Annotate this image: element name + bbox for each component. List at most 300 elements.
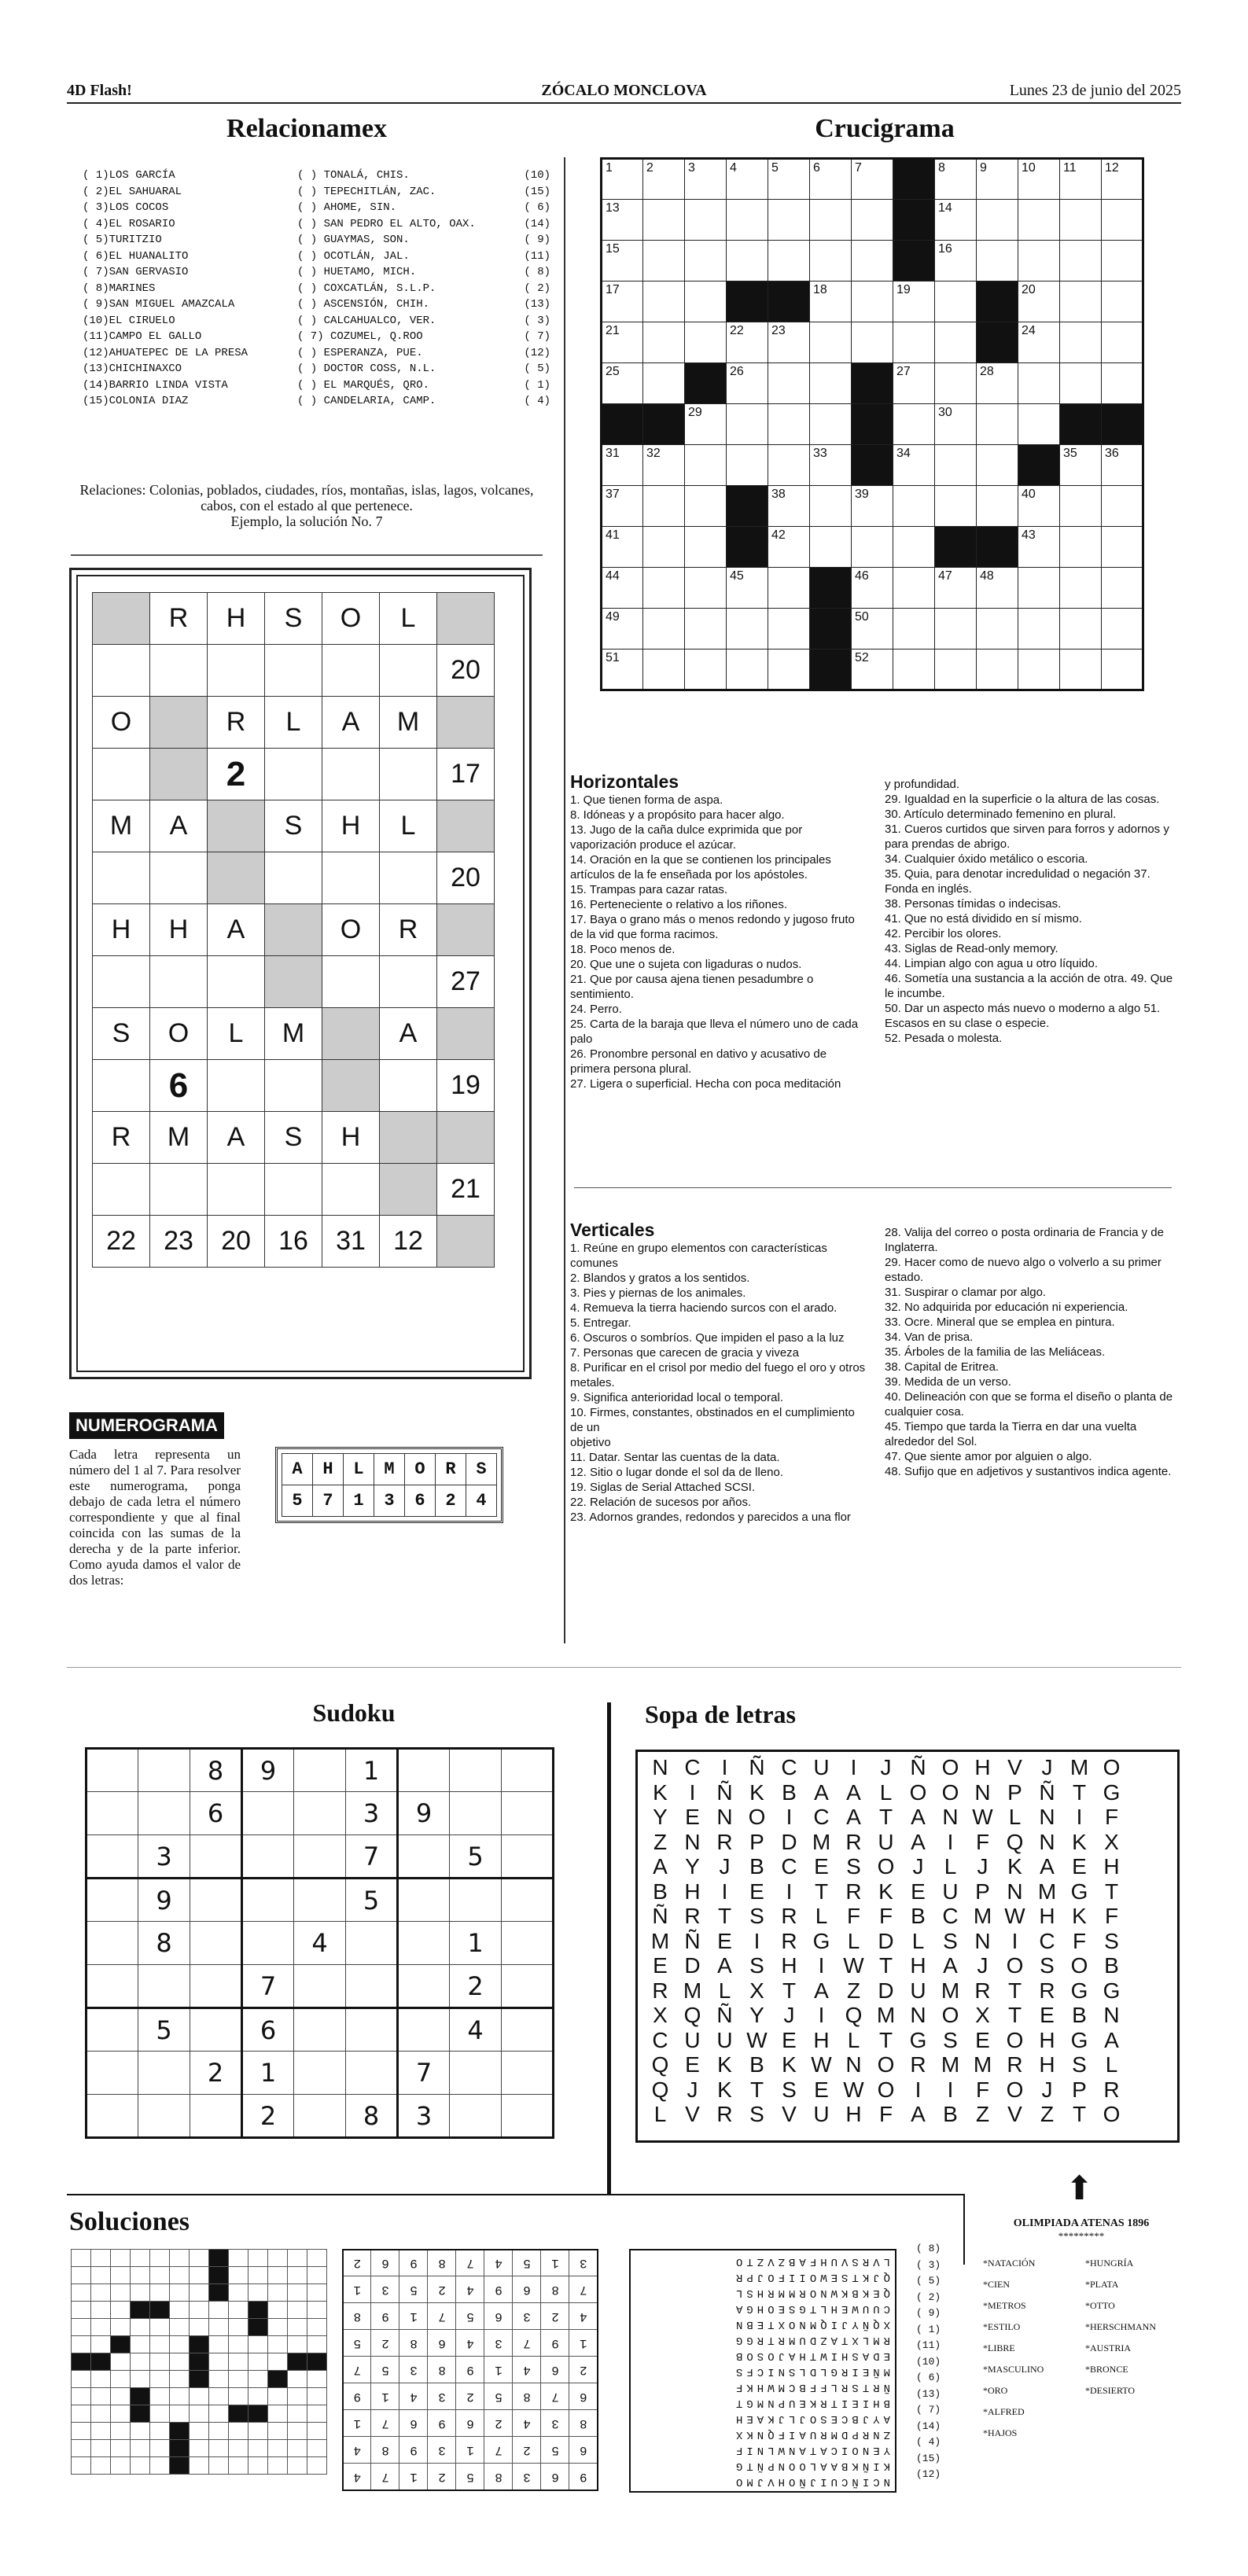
sudoku-cell[interactable] [502,1922,554,1965]
crossword-cell[interactable] [685,445,727,486]
crossword-cell[interactable] [893,445,935,486]
clue-text: 18. Poco menos de. [570,943,676,956]
solution-row: ZNRPDMRUAIFQNKX [731,2428,890,2441]
crossword-cell[interactable] [1018,159,1060,200]
crossword-cell[interactable] [602,609,643,650]
crossword-cell[interactable] [602,527,643,568]
crossword-cell[interactable] [1018,282,1060,322]
sudoku-cell[interactable] [346,1922,398,1965]
crossword-cell[interactable] [977,363,1018,404]
letter: M [973,2052,992,2077]
crossword-cell[interactable] [768,486,810,527]
numerograma-cell[interactable] [93,956,150,1008]
sudoku-cell[interactable] [294,1749,346,1792]
horizontales-col-a [570,771,869,1091]
crossword-cell[interactable] [1102,568,1143,609]
sudoku-cell[interactable] [294,2008,346,2052]
crossword-cell[interactable] [977,609,1018,650]
letter: N [942,1805,959,1829]
crossword-cell[interactable] [727,322,768,363]
crossword-cell[interactable] [852,527,893,568]
crossword-cell[interactable] [685,527,727,568]
crossword-cell[interactable] [768,363,810,404]
sudoku-cell[interactable] [502,2052,554,2095]
crossword-cell[interactable] [643,527,685,568]
crossword-cell[interactable] [768,568,810,609]
crossword-cell[interactable] [935,363,977,404]
sudoku-cell[interactable] [502,1835,554,1879]
solution-cell [209,2388,229,2405]
sudoku-cell[interactable] [138,1749,190,1792]
crossword-cell[interactable] [1102,609,1143,650]
numerograma-hint: 6 [150,1060,208,1112]
numerograma-cell[interactable] [380,749,437,800]
solution-cell [288,2336,307,2353]
crossword-cell[interactable] [1060,568,1102,609]
sudoku-cell[interactable] [398,1922,450,1965]
sudoku-cell[interactable] [190,1835,242,1879]
sudoku-cell[interactable] [87,2052,138,2095]
crossword-cell[interactable] [643,241,685,282]
solution-row: YENOICATANWLNIF [731,2444,890,2456]
numerograma-cell[interactable] [322,852,380,904]
crossword-cell[interactable] [893,568,935,609]
sudoku-cell[interactable] [294,1835,346,1879]
word-search-row [644,1830,1171,1855]
numerograma-cell[interactable] [380,956,437,1008]
crossword-cell[interactable] [893,609,935,650]
key-letter: A [282,1454,313,1485]
solution-digit: 8 [513,2383,541,2410]
sudoku-cell[interactable] [398,1965,450,2008]
crossword-cell[interactable] [1018,650,1060,690]
solution-code: ( 7) [916,2404,941,2416]
sudoku-cell[interactable] [87,1879,138,1922]
crossword-cell[interactable] [602,568,643,609]
numerograma-cell[interactable] [93,852,150,904]
sudoku-cell: 9 [242,1749,294,1792]
crossword-cell[interactable] [602,445,643,486]
crossword-cell[interactable] [935,241,977,282]
crossword-cell[interactable] [1102,650,1143,690]
numerograma-cell[interactable] [93,749,150,800]
crossword-cell[interactable] [1060,363,1102,404]
sudoku-cell[interactable] [87,1749,138,1792]
crossword-cell[interactable] [977,159,1018,200]
sudoku-cell[interactable] [190,2095,242,2138]
solution-digit: 4 [513,2357,541,2383]
relacion-answer-item: ( ) HUETAMO, MICH. [297,266,417,278]
crossword-cell[interactable] [935,650,977,690]
crossword-cell[interactable] [893,486,935,527]
solution-cell [307,2405,327,2423]
relacion-code: ( 7) [524,330,550,343]
crossword-cell[interactable] [643,159,685,200]
crossword-cell[interactable] [727,159,768,200]
crossword-cell[interactable] [643,200,685,241]
letter: R [781,1904,797,1928]
crossword-cell[interactable] [685,282,727,322]
numerograma-cell[interactable] [208,645,265,697]
crossword-cell[interactable] [768,159,810,200]
crossword-cell[interactable] [1060,282,1102,322]
clue-text: 45. Tiempo que tarda la Tierra en dar una vuelta alrededor del Sol. [885,1420,1137,1448]
crossword-cell[interactable] [1102,159,1143,200]
crossword-cell[interactable] [852,241,893,282]
crossword-cell[interactable] [1060,527,1102,568]
sudoku-cell[interactable] [242,1879,294,1922]
crossword-cell[interactable] [1018,609,1060,650]
sudoku-cell: 5 [138,2008,190,2052]
sudoku-cell[interactable] [450,1792,502,1835]
solution-cell [150,2267,170,2284]
sudoku-cell[interactable] [502,1792,554,1835]
clue-text: 35. Árboles de la familia de las Meliáceas. [885,1345,1106,1359]
crossword-cell[interactable] [1102,527,1143,568]
crossword-cell[interactable] [1060,650,1102,690]
sudoku-cell[interactable] [450,2052,502,2095]
sudoku-cell[interactable] [138,2052,190,2095]
crossword-cell[interactable] [768,200,810,241]
crossword-cell[interactable] [852,282,893,322]
solution-code: ( 2) [916,2291,941,2303]
crossword-cell[interactable] [1018,486,1060,527]
crossword-cell[interactable] [852,568,893,609]
crossword-cell[interactable] [810,486,852,527]
letter: Y [749,2003,764,2027]
sudoku-cell[interactable] [294,1792,346,1835]
crossword-cell[interactable] [935,322,977,363]
crossword-cell[interactable] [643,322,685,363]
crossword-cell[interactable] [935,159,977,200]
crossword-cell[interactable] [935,282,977,322]
crossword-cell[interactable] [1102,200,1143,241]
crossword-cell[interactable] [685,486,727,527]
sudoku-cell[interactable] [138,1965,190,2008]
crossword-cell[interactable] [1060,322,1102,363]
sudoku-cell: 1 [450,1922,502,1965]
crossword-cell[interactable] [602,159,643,200]
clue-number: 21 [606,324,620,337]
numerograma-cell[interactable] [322,749,380,800]
crossword-cell[interactable] [768,445,810,486]
crossword-cell[interactable] [977,200,1018,241]
numerograma-cell[interactable] [322,1164,380,1216]
crossword-cell[interactable] [1102,282,1143,322]
crossword-cell[interactable] [935,404,977,445]
numerograma-cell[interactable] [150,852,208,904]
crossword-cell[interactable] [810,445,852,486]
sudoku-cell[interactable] [242,1835,294,1879]
clue-number: 46 [855,569,869,583]
sudoku-cell[interactable] [502,1879,554,1922]
crossword-cell[interactable] [602,650,643,690]
sudoku-cell[interactable] [398,1749,450,1792]
numerograma-cell: 19 [437,1060,495,1112]
sudoku-cell[interactable] [450,1879,502,1922]
crossword-cell[interactable] [1102,445,1143,486]
crossword-cell[interactable] [727,568,768,609]
numerograma-cell[interactable] [380,645,437,697]
crossword-cell[interactable] [1060,609,1102,650]
crossword-cell[interactable] [1060,159,1102,200]
crossword-cell[interactable] [852,486,893,527]
crossword-cell[interactable] [727,200,768,241]
crossword-cell[interactable] [977,568,1018,609]
numerograma-cell[interactable] [265,852,322,904]
crossword-cell[interactable] [727,445,768,486]
numerograma-cell[interactable] [265,749,322,800]
numerograma-cell[interactable] [93,1164,150,1216]
sudoku-cell[interactable] [138,2095,190,2138]
clue-number: 13 [606,201,620,215]
crossword-cell[interactable] [685,322,727,363]
crossword-cell[interactable] [602,282,643,322]
solution-cell [229,2405,248,2423]
crossword-cell[interactable] [1018,322,1060,363]
sudoku-cell[interactable] [87,2008,138,2052]
crossword-cell[interactable] [810,322,852,363]
crossword-cell[interactable] [643,282,685,322]
crossword-cell[interactable] [935,200,977,241]
sudoku-cell[interactable] [294,1965,346,2008]
crossword-cell[interactable] [643,609,685,650]
solution-digit: 5 [484,2383,513,2410]
sudoku-cell[interactable] [294,2095,346,2138]
numerograma-cell[interactable] [322,956,380,1008]
sudoku-cell[interactable] [398,2008,450,2052]
crossword-cell[interactable] [1102,363,1143,404]
solution-digit: 8 [371,2437,399,2464]
crossword-cell[interactable] [852,159,893,200]
solution-digit: 8 [428,2250,456,2276]
crossword-cell[interactable] [685,159,727,200]
crossword-cell[interactable] [643,568,685,609]
letter: N [974,1928,991,1953]
sudoku-cell[interactable] [242,1792,294,1835]
clue-text: 1. Reúne en grupo elementos con características comunes [570,1242,827,1270]
sudoku-cell[interactable] [346,2052,398,2095]
crossword-cell[interactable] [977,486,1018,527]
crossword-cell[interactable] [768,650,810,690]
crossword-cell[interactable] [1060,200,1102,241]
crossword-cell[interactable] [810,363,852,404]
sudoku-cell[interactable] [190,1922,242,1965]
relacion-answer-item: ( ) EL MARQUÉS, QRO. [297,378,430,392]
crossword-cell[interactable] [685,200,727,241]
numerograma-cell[interactable] [208,1164,265,1216]
crossword-cell[interactable] [935,445,977,486]
crossword-cell[interactable] [685,404,727,445]
crossword-cell[interactable] [1018,527,1060,568]
sudoku-cell[interactable] [87,1835,138,1879]
crossword-cell[interactable] [852,650,893,690]
crossword-cell[interactable] [1018,568,1060,609]
clue-number: 50 [855,610,869,624]
crossword-cell[interactable] [602,322,643,363]
crossword-cell[interactable] [1018,404,1060,445]
crossword-cell[interactable] [768,609,810,650]
sudoku-cell[interactable] [346,1965,398,2008]
crossword-cell[interactable] [893,282,935,322]
crossword-cell[interactable] [935,568,977,609]
key-letter: S [466,1454,497,1485]
solution-cell [170,2388,190,2405]
crossword-cell[interactable] [893,322,935,363]
numerograma-cell[interactable] [208,1060,265,1112]
sudoku-cell[interactable] [190,1965,242,2008]
sudoku-cell[interactable] [190,1879,242,1922]
crossword-cell[interactable] [852,322,893,363]
crossword-cell[interactable] [1060,445,1102,486]
sudoku-cell[interactable] [502,1749,554,1792]
sudoku-cell[interactable] [502,2008,554,2052]
crossword-cell[interactable] [810,282,852,322]
numerograma-cell[interactable] [380,852,437,904]
crossword-cell[interactable] [602,200,643,241]
crossword-cell[interactable] [727,650,768,690]
sudoku-cell[interactable] [346,2008,398,2052]
letter: C [781,1854,797,1879]
crossword-cell[interactable] [1018,241,1060,282]
crossword-cell[interactable] [685,609,727,650]
sudoku-cell[interactable] [242,1922,294,1965]
crossword-cell[interactable] [727,363,768,404]
letter: S [943,2027,958,2052]
letter: Q [683,2003,701,2027]
solution-cell [111,2440,131,2457]
sudoku-cell[interactable] [398,1835,450,1879]
numerograma-cell[interactable] [150,956,208,1008]
letter: F [1104,1904,1119,1928]
crossword-cell[interactable] [643,363,685,404]
crossword-cell[interactable] [935,609,977,650]
crossword-cell[interactable] [893,363,935,404]
crossword-cell[interactable] [977,241,1018,282]
numerograma-cell[interactable] [265,1164,322,1216]
solution-cell [190,2319,209,2336]
crossword-cell[interactable] [1102,322,1143,363]
crossword-cell[interactable] [643,486,685,527]
numerograma-cell[interactable] [93,645,150,697]
crossword-cell[interactable] [852,609,893,650]
crossword-cell[interactable] [977,650,1018,690]
crossword-cell[interactable] [852,200,893,241]
crossword-cell[interactable] [1018,363,1060,404]
sudoku-cell[interactable] [398,1879,450,1922]
word-item: *MASCULINO [983,2364,1044,2375]
sudoku-cell[interactable] [294,1879,346,1922]
crossword-cell[interactable] [1060,486,1102,527]
crossword-cell[interactable] [685,568,727,609]
numerograma-cell[interactable] [208,956,265,1008]
crossword-cell[interactable] [685,241,727,282]
crossword-cell[interactable] [602,241,643,282]
letter: R [845,1879,862,1904]
crossword-cell[interactable] [727,241,768,282]
numerograma-cell[interactable] [93,1060,150,1112]
numerograma-cell[interactable] [150,1164,208,1216]
sudoku-cell[interactable] [294,2052,346,2095]
numerograma-cell: O [150,1008,208,1060]
sudoku-cell[interactable] [450,1749,502,1792]
crossword-cell[interactable] [643,445,685,486]
sudoku-cell[interactable] [138,1792,190,1835]
crossword-cell[interactable] [810,527,852,568]
letter: W [972,1805,993,1829]
numerograma-key [275,1447,503,1523]
solution-code: ( 8) [916,2243,941,2254]
numerograma-cell[interactable] [380,1060,437,1112]
letter: O [1006,2027,1024,2052]
numerograma-cell: L [265,697,322,749]
solution-cell [248,2284,268,2302]
solution-digit: 7 [513,2330,541,2357]
crossword-cell[interactable] [810,241,852,282]
crossword-cell[interactable] [810,200,852,241]
sudoku-cell[interactable] [87,1922,138,1965]
crossword-cell[interactable] [727,609,768,650]
crossword-cell[interactable] [1018,200,1060,241]
crossword-cell[interactable] [893,527,935,568]
crossword-cell[interactable] [768,322,810,363]
crossword-cell[interactable] [977,445,1018,486]
crossword-cell[interactable] [935,486,977,527]
crossword-cell[interactable] [1102,486,1143,527]
sudoku-cell[interactable] [87,1792,138,1835]
sudoku-cell[interactable] [87,1965,138,2008]
solution-cell [72,2336,91,2353]
numerograma-cell[interactable] [322,645,380,697]
solution-cell [72,2353,91,2371]
crossword-cell[interactable] [643,650,685,690]
relacion-answer-item: ( 7) COZUMEL, Q.ROO [297,330,423,343]
crossword-cell[interactable] [768,404,810,445]
numerograma-cell[interactable] [265,645,322,697]
numerograma-cell[interactable] [150,645,208,697]
clue-text: 8. Purificar en el crisol por medio del fuego el oro y otros metales. [570,1361,866,1389]
crossword-cell[interactable] [602,486,643,527]
sudoku-cell[interactable] [502,1965,554,2008]
numerograma-label: NUMEROGRAMA [69,1412,224,1439]
solution-cell [111,2319,131,2336]
letter: I [1011,1928,1018,1953]
crossword-cell[interactable] [893,650,935,690]
sudoku-cell[interactable] [190,2008,242,2052]
crossword-cell[interactable] [810,159,852,200]
crossword-cell[interactable] [1060,241,1102,282]
crossword-cell[interactable] [602,363,643,404]
crossword-cell[interactable] [768,527,810,568]
sudoku-cell[interactable] [87,2095,138,2138]
solution-digit: 4 [569,2303,598,2330]
crossword-cell[interactable] [810,404,852,445]
crossword-cell[interactable] [1102,241,1143,282]
crossword-cell[interactable] [685,650,727,690]
solution-digit: 7 [541,2383,569,2410]
solution-digit: 1 [399,2303,428,2330]
sudoku-cell[interactable] [450,2095,502,2138]
sudoku-cell[interactable] [502,2095,554,2138]
crossword-cell[interactable] [977,404,1018,445]
letter: A [1040,1854,1055,1879]
crossword-cell[interactable] [768,241,810,282]
crossword-cell[interactable] [893,404,935,445]
letter: E [685,2052,700,2077]
letter: I [818,2003,825,2027]
crossword-cell[interactable] [727,404,768,445]
numerograma-cell[interactable] [265,1060,322,1112]
